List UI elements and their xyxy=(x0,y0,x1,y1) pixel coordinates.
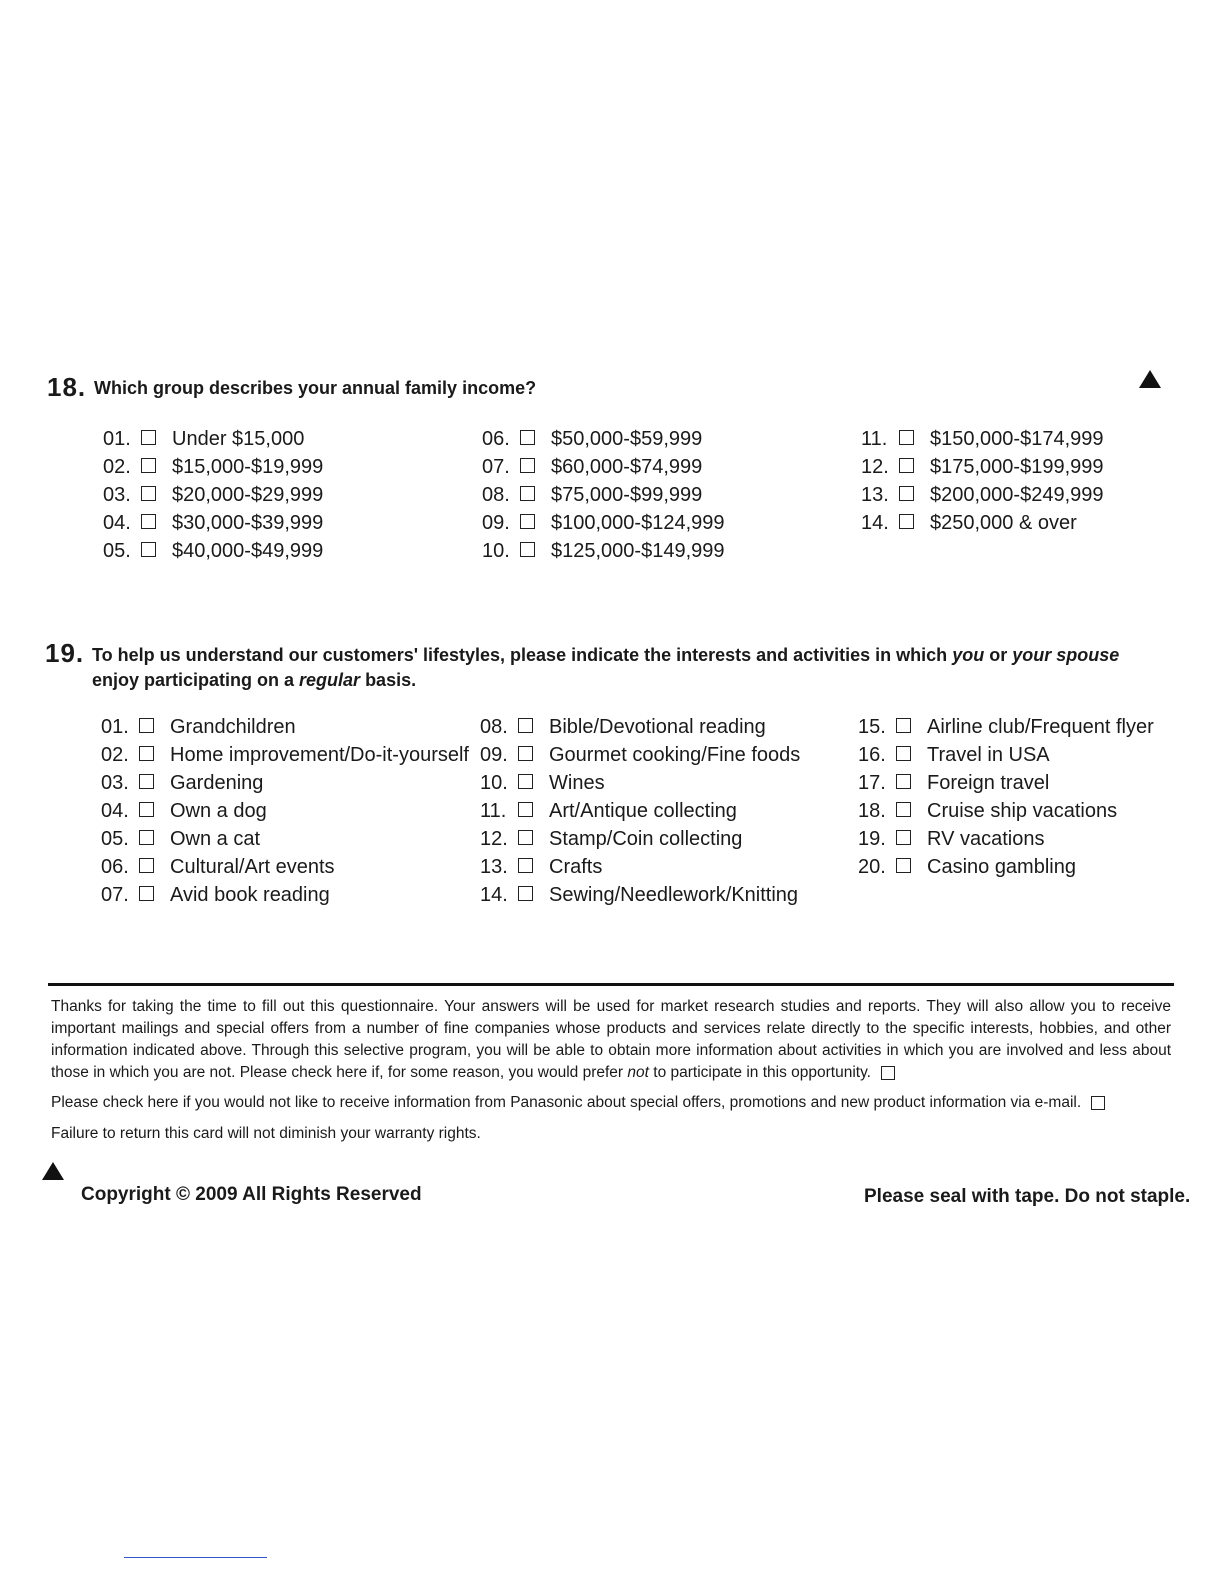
q19-option[interactable]: 13. Crafts xyxy=(480,856,603,878)
checkbox[interactable] xyxy=(899,486,914,501)
seal-instruction: Please seal with tape. Do not staple. xyxy=(864,1186,1191,1207)
q18-option[interactable]: 12. $175,000-$199,999 xyxy=(861,456,1104,478)
checkbox[interactable] xyxy=(896,802,911,817)
checkbox[interactable] xyxy=(899,458,914,473)
warranty-note: Failure to return this card will not diminish your warranty rights. xyxy=(51,1125,481,1142)
checkbox[interactable] xyxy=(139,774,154,789)
q19-option[interactable]: 04. Own a dog xyxy=(101,800,267,822)
q19-option[interactable]: 10. Wines xyxy=(480,772,605,794)
q19-option[interactable]: 08. Bible/Devotional reading xyxy=(480,716,766,738)
q19-option[interactable]: 18. Cruise ship vacations xyxy=(858,800,1118,822)
q19-number: 19. xyxy=(45,638,85,668)
q19-option[interactable]: 20. Casino gambling xyxy=(858,856,1076,878)
checkbox[interactable] xyxy=(518,718,533,733)
q18-option[interactable]: 08. $75,000-$99,999 xyxy=(482,484,703,506)
checkbox[interactable] xyxy=(141,542,156,557)
thanks-paragraph: Thanks for taking the time to fill out this questionnaire. Your answers will be used for market research studies and reports. They will also allow you to receive important mailings and special offers from a number of fine companies whose products and services relate directly to the specific interests, hobbies, and other information indicated above. Through this selective program, you will be able to obtain more information about activities in which you are involved and less about those in which you are not. Please check here if, for some reason, you would prefer not to participate in this opportunity. xyxy=(51,998,1171,1081)
checkbox[interactable] xyxy=(518,886,533,901)
checkbox[interactable] xyxy=(899,430,914,445)
checkbox[interactable] xyxy=(139,746,154,761)
q18-option[interactable]: 01. Under $15,000 xyxy=(103,428,305,450)
q18-option[interactable]: 02. $15,000-$19,999 xyxy=(103,456,324,478)
q18-option[interactable]: 09. $100,000-$124,999 xyxy=(482,512,725,534)
q18-option[interactable]: 10. $125,000-$149,999 xyxy=(482,540,725,562)
checkbox[interactable] xyxy=(139,802,154,817)
checkbox[interactable] xyxy=(896,746,911,761)
checkbox[interactable] xyxy=(896,718,911,733)
q19-option[interactable]: 14. Sewing/Needlework/Knitting xyxy=(480,884,799,906)
q19-option[interactable]: 01. Grandchildren xyxy=(101,716,296,738)
q19-option[interactable]: 07. Avid book reading xyxy=(101,884,330,906)
checkbox[interactable] xyxy=(896,830,911,845)
checkbox[interactable] xyxy=(139,718,154,733)
checkbox[interactable] xyxy=(520,542,535,557)
q19-option[interactable]: 15. Airline club/Frequent flyer xyxy=(858,716,1154,738)
q18-question: Which group describes your annual family income? xyxy=(94,378,537,398)
checkbox[interactable] xyxy=(896,774,911,789)
q18-option[interactable]: 03. $20,000-$29,999 xyxy=(103,484,324,506)
q19-option[interactable]: 02. Home improvement/Do-it-yourself xyxy=(101,744,469,766)
q19-option[interactable]: 11. Art/Antique collecting xyxy=(480,800,737,822)
q18-option[interactable]: 04. $30,000-$39,999 xyxy=(103,512,324,534)
checkbox[interactable] xyxy=(141,514,156,529)
checkbox[interactable] xyxy=(520,486,535,501)
checkbox[interactable] xyxy=(141,430,156,445)
checkbox[interactable] xyxy=(520,458,535,473)
q19-option[interactable]: 06. Cultural/Art events xyxy=(101,856,335,878)
q18-option[interactable]: 06. $50,000-$59,999 xyxy=(482,428,703,450)
q19-option[interactable]: 09. Gourmet cooking/Fine foods xyxy=(480,744,801,766)
section-divider xyxy=(48,983,1174,986)
checkbox[interactable] xyxy=(518,746,533,761)
q19-question-line2: enjoy participating on a regular basis. xyxy=(92,670,417,690)
q18-option[interactable]: 05. $40,000-$49,999 xyxy=(103,540,324,562)
checkbox[interactable] xyxy=(518,802,533,817)
q19-option[interactable]: 19. RV vacations xyxy=(858,828,1045,850)
checkbox[interactable] xyxy=(518,830,533,845)
email-optout-checkbox[interactable] xyxy=(1091,1096,1105,1110)
checkbox[interactable] xyxy=(141,458,156,473)
checkbox[interactable] xyxy=(520,430,535,445)
q19-option[interactable]: 16. Travel in USA xyxy=(858,744,1050,766)
checkbox[interactable] xyxy=(139,830,154,845)
copyright: Copyright © 2009 All Rights Reserved xyxy=(81,1184,422,1205)
q19-question-line1: To help us understand our customers' lifestyles, please indicate the interests and activities in which you or your spouse xyxy=(92,645,1120,665)
checkbox[interactable] xyxy=(518,774,533,789)
q18-option[interactable]: 14. $250,000 & over xyxy=(861,512,1077,534)
fold-marker-icon xyxy=(42,1162,64,1180)
checkbox[interactable] xyxy=(139,886,154,901)
checkbox[interactable] xyxy=(520,514,535,529)
q19-option[interactable]: 12. Stamp/Coin collecting xyxy=(480,828,743,850)
checkbox[interactable] xyxy=(896,858,911,873)
q19-option[interactable]: 05. Own a cat xyxy=(101,828,261,850)
email-optout-line: Please check here if you would not like to receive information from Panasonic about special offers, promotions and new product information via e-mail. xyxy=(51,1094,1105,1112)
q19-option[interactable]: 17. Foreign travel xyxy=(858,772,1050,794)
q18-option[interactable]: 13. $200,000-$249,999 xyxy=(861,484,1104,506)
q19-option[interactable]: 03. Gardening xyxy=(101,772,264,794)
q18-option[interactable]: 07. $60,000-$74,999 xyxy=(482,456,703,478)
checkbox[interactable] xyxy=(139,858,154,873)
q18-number: 18. xyxy=(47,372,87,402)
checkbox[interactable] xyxy=(518,858,533,873)
fold-marker-icon xyxy=(1139,370,1161,388)
checkbox[interactable] xyxy=(141,486,156,501)
page-edge-line xyxy=(124,1557,267,1558)
q18-option[interactable]: 11. $150,000-$174,999 xyxy=(861,428,1104,450)
opt-out-checkbox[interactable] xyxy=(881,1066,895,1080)
checkbox[interactable] xyxy=(899,514,914,529)
